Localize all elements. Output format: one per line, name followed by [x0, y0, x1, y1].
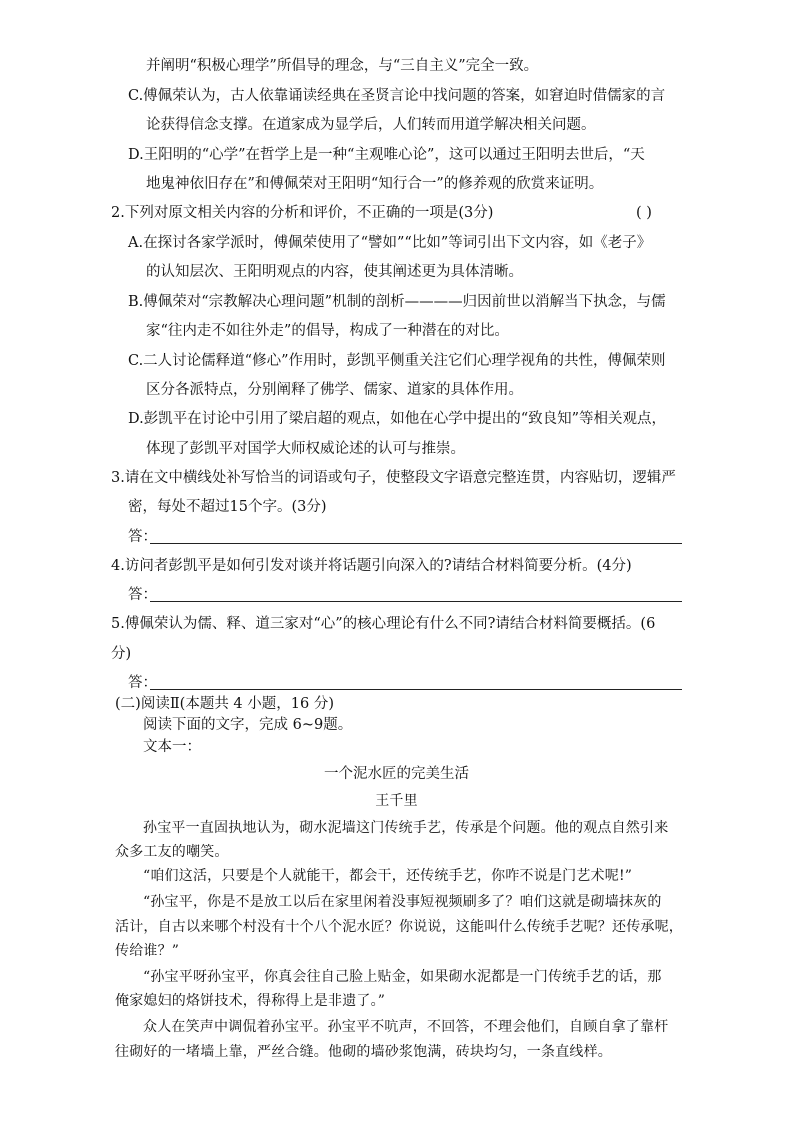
q2-option-a-line1: A.在探讨各家学派时，傅佩荣使用了“譬如”“比如”等词引出下文内容，如《老子》 — [128, 235, 652, 251]
question-5-stem-line1: 5.傅佩荣认为儒、释、道三家对“心”的核心理论有什么不同?请结合材料简要概括。(6 — [111, 616, 656, 632]
reading-2-heading: (二)阅读Ⅱ(本题共 4 小题，16 分) — [115, 696, 334, 712]
question-5-answer-line[interactable] — [150, 689, 682, 690]
question-4-stem: 4.访问者彭凯平是如何引发对谈并将话题引向深入的?请结合材料简要分析。(4分) — [111, 558, 632, 574]
answer-parentheses: ( ) — [636, 205, 652, 221]
paragraph-1-line1: 孙宝平一直固执地认为，砌水泥墙这门传统手艺，传承是个问题。他的观点自然引来 — [143, 820, 669, 836]
option-c-line2: 论获得信念支撑。在道家成为显学后，人们转而用道学解决相关问题。 — [146, 117, 596, 133]
q2-option-d-line2: 体现了彭凯平对国学大师权威论述的认可与推崇。 — [146, 441, 465, 457]
paragraph-3-line2: 活计，自古以来哪个村没有十个八个泥水匠？你说说，这能叫什么传统手艺呢？还传承呢， — [115, 919, 683, 935]
paragraph-3-line3: 传给谁？” — [115, 943, 180, 959]
option-d-line1: D.王阳明的“心学”在哲学上是一种“主观唯心论”，这可以通过王阳明去世后，“天 — [128, 147, 645, 163]
paragraph-4-line2: 俺家媳妇的烙饼技术，得称得上是非遗了。” — [115, 993, 386, 1009]
question-4-answer-label: 答： — [128, 587, 157, 603]
paragraph-3-line1: “孙宝平，你是不是放工以后在家里闲着没事短视频刷多了？咱们这就是砌墙抹灰的 — [143, 894, 662, 910]
question-3-answer-label: 答： — [128, 529, 157, 545]
q2-option-d-line1: D.彭凯平在讨论中引用了梁启超的观点，如他在心学中提出的“致良知”等相关观点， — [128, 411, 667, 427]
paragraph-4-line1: “孙宝平呀孙宝平，你真会往自己脸上贴金，如果砌水泥都是一门传统手艺的话，那 — [143, 969, 662, 985]
paragraph-5-line1: 众人在笑声中调侃着孙宝平。孙宝平不吭声，不回答，不理会他们，自顾自拿了靠杆 — [143, 1019, 669, 1035]
question-2-stem: 2.下列对原文相关内容的分析和评价，不正确的一项是(3分) — [111, 205, 494, 221]
option-c-line1: C.傅佩荣认为，古人依靠诵读经典在圣贤言论中找问题的答案，如窘迫时借儒家的言 — [128, 88, 666, 104]
q2-option-b-line1: B.傅佩荣对“宗教解决心理问题”机制的剖析————归因前世以消解当下执念，与儒 — [128, 294, 666, 310]
question-3-stem-line2: 密，每处不超过15个字。(3分) — [128, 499, 327, 515]
story-author: 王千里 — [375, 793, 418, 809]
reading-2-instruction: 阅读下面的文字，完成 6~9题。 — [143, 717, 353, 733]
paragraph-1-line2: 众多工友的嘲笑。 — [115, 844, 229, 860]
question-3-answer-line[interactable] — [150, 543, 682, 544]
q2-option-c-line2: 区分各派特点，分别阐释了佛学、儒家、道家的具体作用。 — [146, 382, 523, 398]
text-one-label: 文本一： — [143, 739, 201, 755]
option-d-line2: 地鬼神依旧存在”和傅佩荣对王阳明“知行合一”的修养观的欣赏来证明。 — [146, 176, 604, 192]
paragraph-2: “咱们这活，只要是个人就能干，都会干，还传统手艺，你咋不说是门艺术呢!” — [143, 868, 633, 884]
question-5-stem-line2: 分) — [111, 646, 132, 662]
question-3-stem-line1: 3.请在文中横线处补写恰当的词语或句子，使整段文字语意完整连贯，内容贴切，逻辑严 — [111, 470, 676, 486]
q2-option-b-line2: 家“往内走不如往外走”的倡导，构成了一种潜在的对比。 — [146, 323, 509, 339]
story-title: 一个泥水匠的完美生活 — [324, 766, 469, 782]
question-4-answer-line[interactable] — [150, 601, 682, 602]
q2-option-a-line2: 的认知层次、王阳明观点的内容，使其阐述更为具体清晰。 — [146, 264, 523, 280]
option-b-continuation: 并阐明“积极心理学”所倡导的理念，与“三自主义”完全一致。 — [146, 58, 539, 74]
q2-option-c-line1: C.二人讨论儒释道“修心”作用时，彭凯平侧重关注它们心理学视角的共性，傅佩荣则 — [128, 353, 666, 369]
question-5-answer-label: 答： — [128, 675, 157, 691]
paragraph-5-line2: 往砌好的一堵墙上靠，严丝合缝。他砌的墙砂浆饱满，砖块均匀，一条直线样。 — [115, 1044, 612, 1060]
